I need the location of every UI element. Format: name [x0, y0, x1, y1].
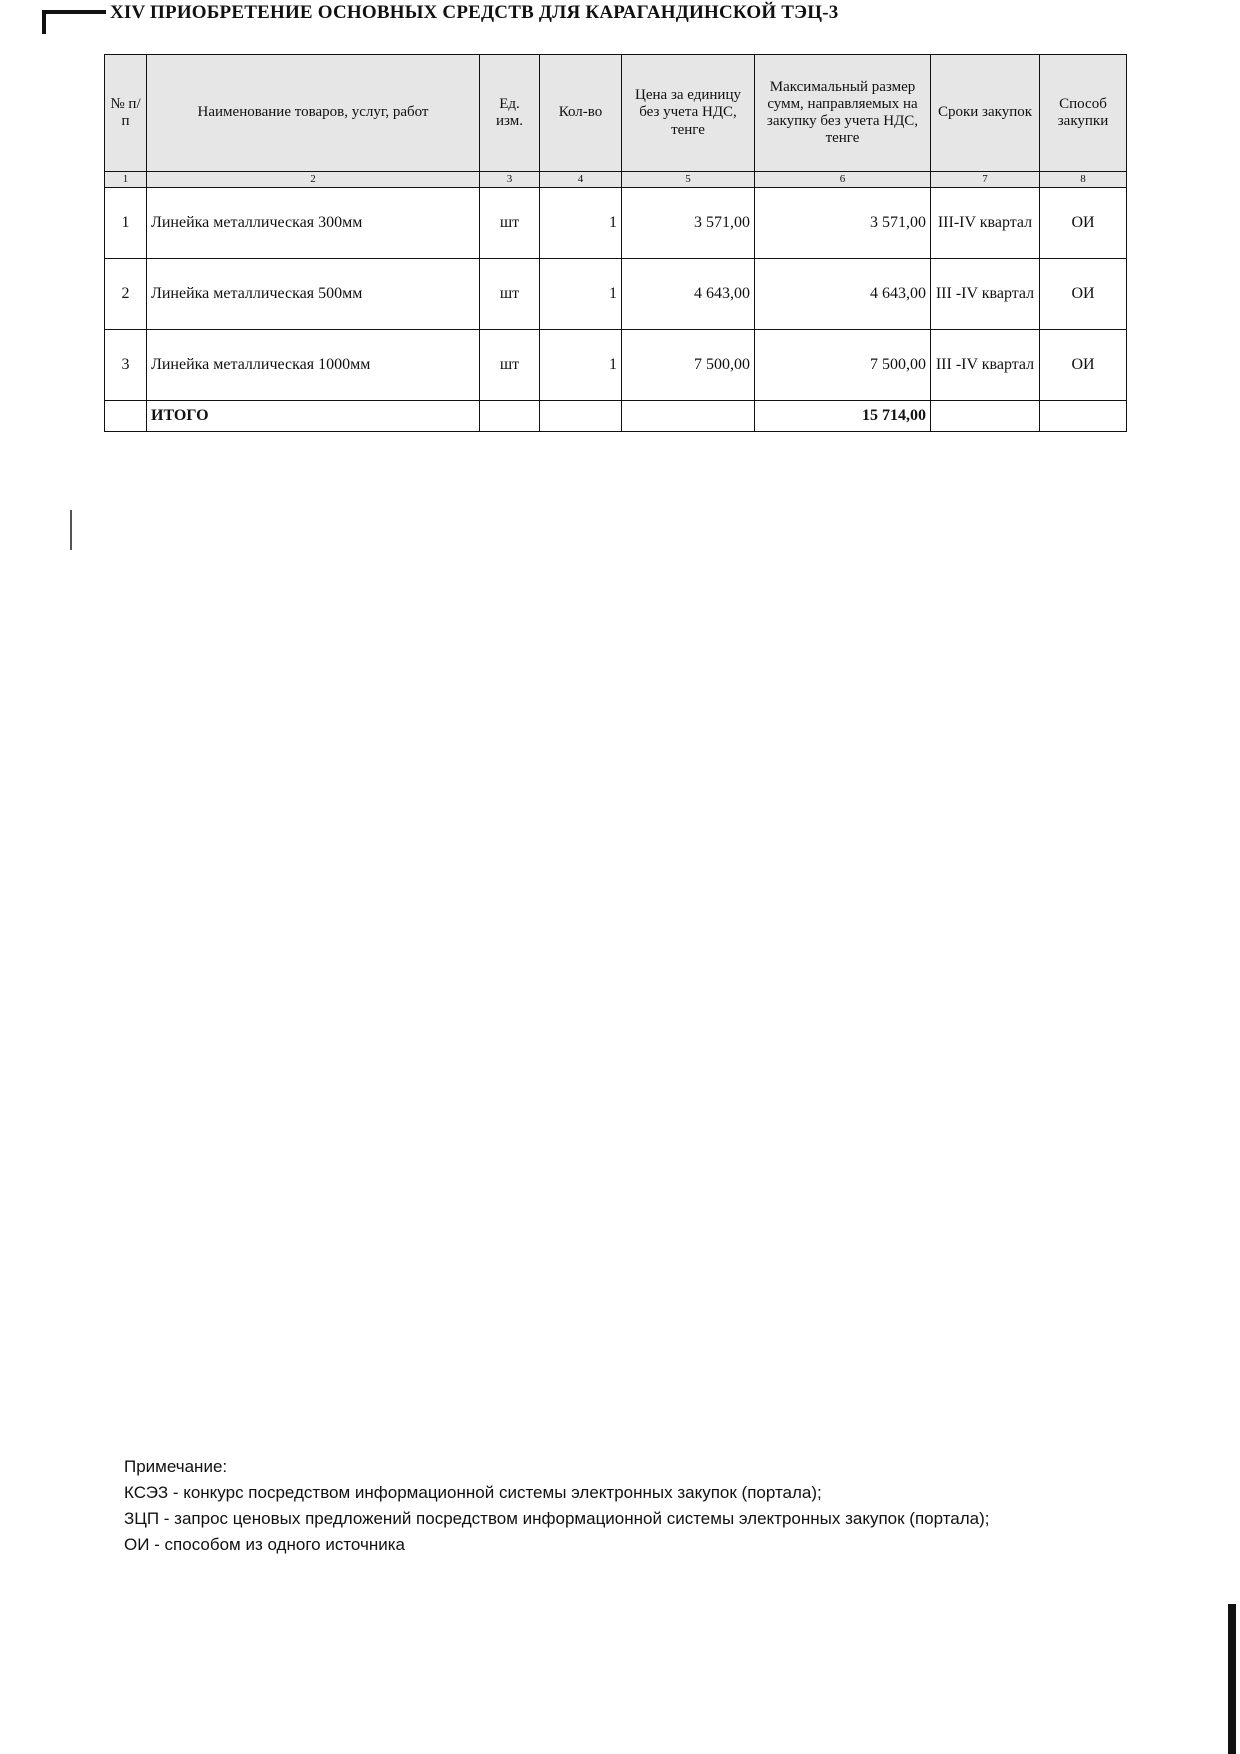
header-unit-price: Цена за единицу без учета НДС, тенге — [622, 55, 755, 172]
procurement-table — [104, 54, 1127, 432]
cell-number: 3 — [105, 330, 147, 401]
cell-unit: шт — [480, 330, 540, 401]
cell-name: Линейка металлическая 1000мм — [147, 330, 480, 401]
cell-quantity: 1 — [540, 188, 622, 259]
column-number: 3 — [480, 172, 540, 188]
cell-empty — [931, 401, 1040, 432]
cell-unit: шт — [480, 259, 540, 330]
cell-method: ОИ — [1040, 188, 1127, 259]
cell-unit: шт — [480, 188, 540, 259]
column-number: 5 — [622, 172, 755, 188]
cell-number: 2 — [105, 259, 147, 330]
table-header-row — [105, 55, 1127, 172]
table-row — [105, 259, 1127, 330]
cell-name: Линейка металлическая 500мм — [147, 259, 480, 330]
column-number: 8 — [1040, 172, 1127, 188]
note-line: КСЭЗ - конкурс посредством информационной системы электронных закупок (портала); — [124, 1483, 822, 1502]
page-title: XIV ПРИОБРЕТЕНИЕ ОСНОВНЫХ СРЕДСТВ ДЛЯ КАРАГАНДИНСКОЙ ТЭЦ-3 — [110, 2, 839, 23]
cell-unit-price: 3 571,00 — [622, 188, 755, 259]
cell-empty — [480, 401, 540, 432]
cell-max-sum: 4 643,00 — [755, 259, 931, 330]
note-line: ЗЦП - запрос ценовых предложений посредством информационной системы электронных закупок (портала); — [124, 1509, 990, 1528]
column-number: 7 — [931, 172, 1040, 188]
cell-max-sum: 3 571,00 — [755, 188, 931, 259]
header-number: № п/п — [105, 55, 147, 172]
cell-number: 1 — [105, 188, 147, 259]
header-method: Способ закупки — [1040, 55, 1127, 172]
column-number: 2 — [147, 172, 480, 188]
cell-name: Линейка металлическая 300мм — [147, 188, 480, 259]
column-number-row — [105, 172, 1127, 188]
cell-empty — [105, 401, 147, 432]
cell-quantity: 1 — [540, 259, 622, 330]
cell-empty — [1040, 401, 1127, 432]
header-quantity: Кол-во — [540, 55, 622, 172]
cell-period: III -IV квартал — [931, 330, 1040, 401]
column-number: 6 — [755, 172, 931, 188]
cell-unit-price: 7 500,00 — [622, 330, 755, 401]
cell-method: ОИ — [1040, 259, 1127, 330]
cell-empty — [622, 401, 755, 432]
cell-period: III -IV квартал — [931, 259, 1040, 330]
cell-max-sum: 7 500,00 — [755, 330, 931, 401]
header-unit: Ед. изм. — [480, 55, 540, 172]
scan-corner-mark — [42, 10, 106, 34]
table-row — [105, 330, 1127, 401]
table-row — [105, 188, 1127, 259]
notes-heading: Примечание: — [124, 1457, 228, 1476]
scan-artifact-bar — [1228, 1604, 1236, 1754]
column-number: 1 — [105, 172, 147, 188]
header-max-sum: Максимальный размер сумм, направляемых на закупку без учета НДС, тенге — [755, 55, 931, 172]
total-row — [105, 401, 1127, 432]
note-line: ОИ - способом из одного источника — [124, 1535, 405, 1554]
column-number: 4 — [540, 172, 622, 188]
total-label: ИТОГО — [147, 401, 480, 432]
cell-period: III-IV квартал — [931, 188, 1040, 259]
cell-method: ОИ — [1040, 330, 1127, 401]
total-max-sum: 15 714,00 — [755, 401, 931, 432]
cell-unit-price: 4 643,00 — [622, 259, 755, 330]
cell-empty — [540, 401, 622, 432]
notes-block — [124, 1454, 990, 1558]
scan-artifact-line — [70, 510, 72, 550]
header-period: Сроки закупок — [931, 55, 1040, 172]
cell-quantity: 1 — [540, 330, 622, 401]
header-name: Наименование товаров, услуг, работ — [147, 55, 480, 172]
